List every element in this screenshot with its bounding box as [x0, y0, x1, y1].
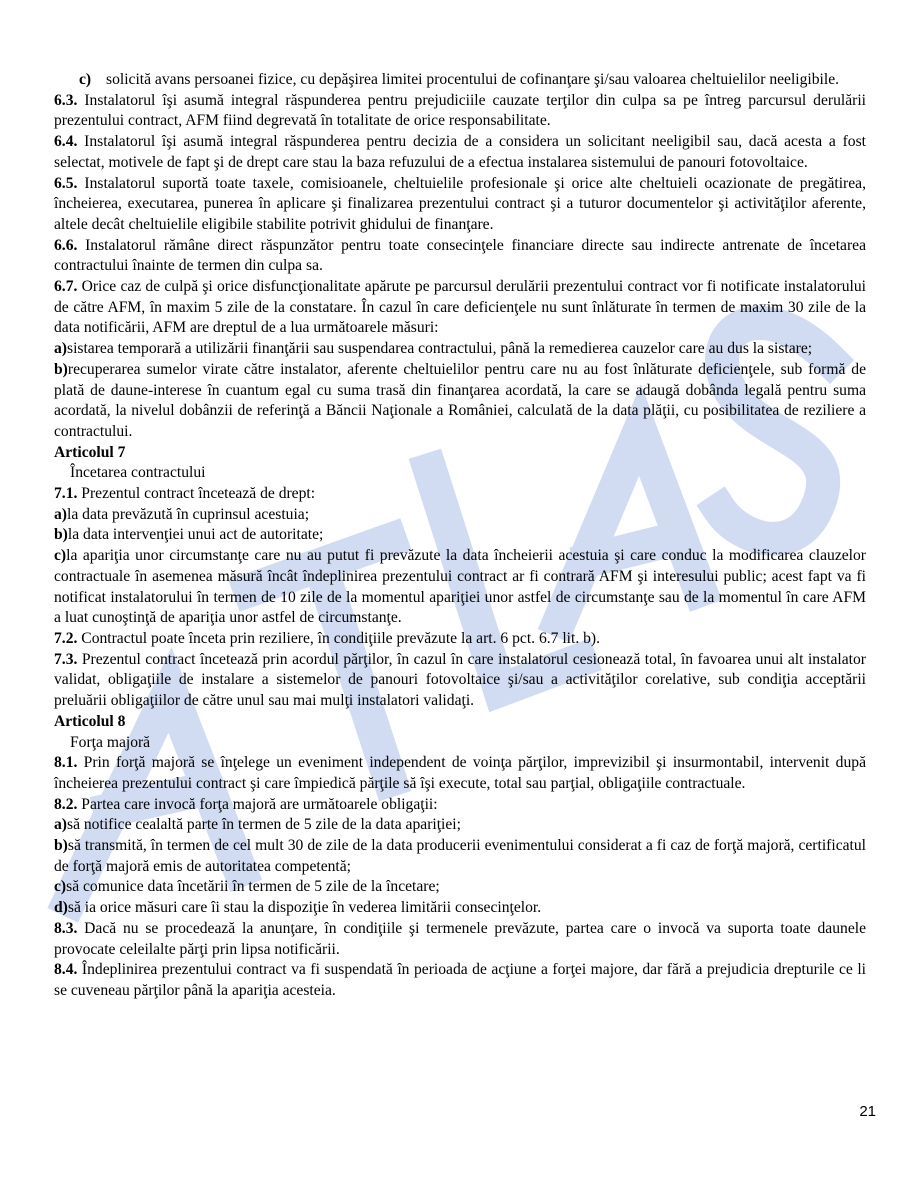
clause-text: Prin forţă majoră se înţelege un eveniment independent de voinţa părţilor, imprevizibil şi insurmontabil, intervenit după încheierea prezentului contract şi care împiedică părţile să îşi execute, total sau parţial, obligaţiile contractuale.: [54, 754, 866, 792]
clause-number: c): [54, 878, 67, 896]
clause-list-item: [54, 898, 866, 919]
clause-text: Contractul poate înceta prin reziliere, în condiţiile prevăzute la art. 6 pct. 6.7 lit. b).: [77, 629, 601, 647]
article-heading: Articolul 8: [54, 712, 126, 730]
article-heading: Articolul 7: [54, 443, 126, 461]
clause-text: Partea care invocă forţa majoră are următoarele obligaţii:: [77, 795, 438, 813]
clause-text: să comunice data încetării în termen de 5 zile de la încetare;: [66, 878, 440, 896]
clause-number: a): [54, 340, 67, 358]
clause-text: Instalatorul rămâne direct răspunzător pentru toate consecinţele financiare directe sau indirecte antrenate de încetarea contractului înainte de termen din culpa sa.: [54, 236, 866, 275]
article-subtitle: Încetarea contractului: [70, 464, 206, 482]
clause-paragraph: [54, 795, 866, 816]
clause-number: a): [54, 505, 67, 523]
clause-text: să notifice cealaltă parte în termen de 5 zile de la data apariţiei;: [67, 816, 461, 834]
clause-number: 7.1.: [54, 485, 78, 503]
clause-number: b): [54, 526, 68, 544]
clause-paragraph: [54, 753, 866, 794]
clause-number: 8.2.: [54, 795, 78, 813]
clause-list-item: [54, 525, 866, 546]
clause-text: Instalatorul suportă toate taxele, comisioanele, cheltuielile profesionale şi orice alte cheltuieli ocazionate de pregătirea, încheierea, executarea, punerea în aplicare şi finalizarea prezentului contract şi a tuturor documentelor şi activităţilor aferente, altele decât cheltuielile eligibile stabilite potrivit ghidului de finanţare.: [54, 174, 866, 233]
clause-list-item: [54, 70, 866, 91]
clause-text: să ia orice măsuri care îi stau la dispoziţie în vederea limitării consecinţelor.: [67, 899, 542, 917]
clause-number: c): [79, 71, 92, 88]
clause-paragraph: [54, 277, 866, 339]
clause-paragraph: [54, 236, 866, 277]
clause-paragraph: [54, 650, 866, 712]
clause-list-item: [54, 360, 866, 443]
clause-number: d): [54, 899, 68, 917]
clause-text: la apariţia unor circumstanţe care nu au putut fi prevăzute la data încheierii acestuia şi care conduc la modificarea clauzelor contractuale în asemenea măsură încât îndeplinirea prezentului contract ar fi contrară AFM şi interesului public; acest fapt va fi notificat instalatorului în termen de 10 zile de la momentul apariţiei unor astfel de circumstanţe sau de la momentul în care AFM a luat cunoştinţă de apariţia unor astfel de circumstanţe.: [54, 547, 866, 627]
clause-text: solicită avans persoanei fizice, cu depăşirea limitei procentului de cofinanţare şi/sau valoarea cheltuielilor neeligibile.: [106, 71, 840, 88]
clause-number: 6.4.: [54, 133, 78, 151]
clause-text: Îndeplinirea prezentului contract va fi suspendată în perioada de acţiune a forţei majore, dar fără a prejudicia drepturile ce li se cuveneau părţilor până la apariţia acesteia.: [54, 961, 866, 999]
clause-text: să transmită, în termen de cel mult 30 de zile de la data producerii evenimentului considerat a fi caz de forţă majoră, certificatul de forţă majoră emis de autoritatea competentă;: [54, 837, 866, 875]
clause-paragraph: [54, 132, 866, 173]
clause-text: Instalatorul îşi asumă integral răspunderea pentru prejudiciile cauzate terţilor din culpa sa pe întreg parcursul derulării prezentului contract, AFM fiind degrevată în totalitate de orice responsabilitate.: [54, 91, 866, 130]
clause-paragraph: [54, 629, 866, 650]
clause-number: b): [54, 837, 68, 855]
clause-paragraph: [54, 919, 866, 960]
clause-text: Prezentul contract încetează de drept:: [77, 485, 316, 503]
clause-number: 8.3.: [54, 919, 78, 937]
clause-number: 8.4.: [54, 961, 78, 979]
clause-number: b): [54, 360, 68, 378]
clause-text: Instalatorul îşi asumă integral răspunderea pentru decizia de a considera un solicitant neeligibil sau, dacă acesta a fost selectat, motivele de fapt şi de drept care stau la baza refuzului de a efectua instalarea sistemului de panouri fotovoltaice.: [54, 133, 866, 171]
clause-number: a): [54, 816, 67, 834]
document-page: [54, 70, 866, 1002]
clause-list-item: [54, 877, 866, 898]
clause-list-item: [54, 836, 866, 877]
clause-list-item: [54, 815, 866, 836]
clause-list-item: [54, 546, 866, 629]
clause-number: 6.5.: [54, 174, 78, 192]
article-subtitle: Forţa majoră: [70, 733, 151, 751]
clause-text: sistarea temporară a utilizării finanţării sau suspendarea contractului, până la remedierea cauzelor care au dus la sistare;: [67, 340, 813, 358]
clause-number: 6.3.: [54, 91, 78, 109]
clause-number: 8.1.: [54, 754, 78, 772]
clause-number: c): [54, 547, 67, 565]
clause-paragraph: [54, 174, 866, 236]
clause-number: 6.7.: [54, 278, 78, 296]
clause-text: Prezentul contract încetează prin acordul părţilor, în cazul în care instalatorul cesionează total, în favoarea unui alt instalator validat, obligaţiile de instalare a sistemelor de panouri fotovoltaice şi/sau a activităţilor corelative, sub condiţia acceptării preluării obligaţiilor de către unul sau mai mulţi instalatori validaţi.: [54, 650, 866, 710]
page-number: 21: [859, 1103, 876, 1120]
clause-number: 6.6.: [54, 236, 78, 254]
clause-number: 7.2.: [54, 629, 78, 647]
clause-number: 7.3.: [54, 650, 78, 668]
clause-text: Dacă nu se procedează la anunţare, în condiţiile şi termenele prevăzute, partea care o invocă va suporta toate daunele provocate celeilalte părţi prin lipsa notificării.: [54, 919, 866, 958]
clause-paragraph: [54, 91, 866, 132]
clause-text: la data prevăzută în cuprinsul acestuia;: [67, 505, 310, 523]
clause-list-item: [54, 339, 866, 360]
clause-list-item: [54, 505, 866, 526]
clause-paragraph: [54, 484, 866, 505]
clause-text: la data intervenţiei unui act de autoritate;: [67, 526, 324, 544]
clause-text: recuperarea sumelor virate către instalator, aferente cheltuielilor pentru care nu au fost înlăturate deficienţele, sub formă de plată de daune-interese în cuantum egal cu suma trasă din finanţarea acordată, la care se adaugă dobânda legală pentru suma acordată, la nivelul dobânzii de referinţă a Băncii Naţionale a României, calculată de la data plăţii, cu posibilitatea de reziliere a contractului.: [54, 360, 866, 440]
clause-text: Orice caz de culpă şi orice disfuncţionalitate apărute pe parcursul derulării prezentului contract vor fi notificate instalatorului de către AFM, în maxim 5 zile de la constatare. În cazul în care deficienţele nu sunt înlăturate în termen de maxim 30 zile de la data notificării, AFM are dreptul de a lua următoarele măsuri:: [54, 278, 866, 337]
clause-paragraph: [54, 960, 866, 1001]
